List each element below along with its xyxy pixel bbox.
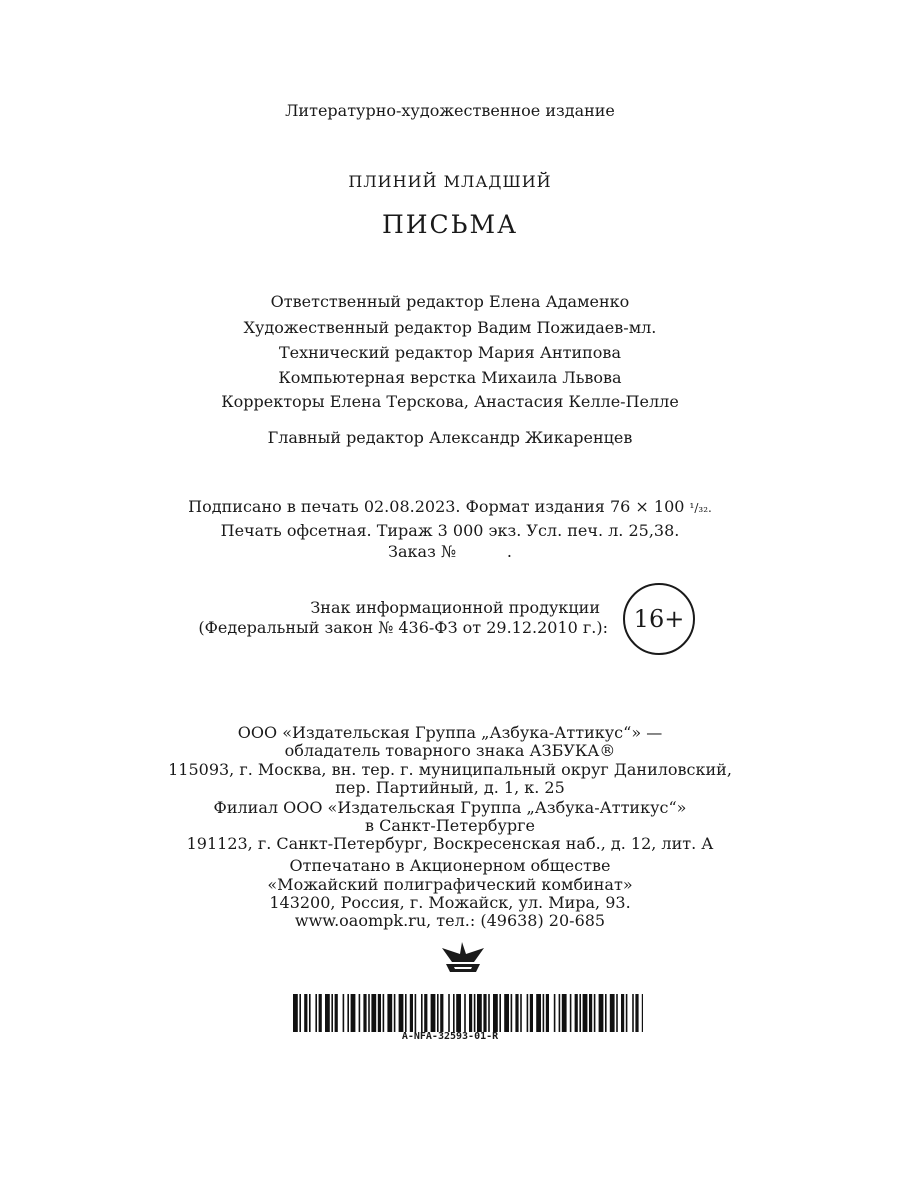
barcode-bar	[477, 994, 482, 1032]
edition-type: Литературно-художественное издание	[285, 101, 615, 120]
branch-line-2: в Санкт-Петербурге	[365, 816, 535, 835]
barcode-bar	[642, 994, 643, 1032]
barcode-bar	[383, 994, 385, 1032]
barcode-icon	[293, 994, 643, 1032]
barcode-bar	[483, 994, 486, 1032]
age-rating-value: 16+	[633, 605, 685, 633]
printer-line-1: Отпечатано в Акционерном обществе	[289, 856, 611, 875]
barcode-bar	[488, 994, 490, 1032]
barcode-bar	[304, 994, 307, 1032]
azbuka-logo-icon	[440, 940, 486, 976]
branch-line-3: 191123, г. Санкт-Петербург, Воскресенская наб., д. 12, лит. А	[186, 834, 714, 853]
barcode-bar	[464, 994, 466, 1032]
barcode-bar	[437, 994, 439, 1032]
barcode-bar	[315, 994, 317, 1032]
barcode-bar	[579, 994, 581, 1032]
publisher-line-1: ООО «Издательская Группа „Азбука-Аттикус“» —	[237, 723, 663, 742]
barcode-bar	[520, 994, 522, 1032]
barcode-bar	[610, 994, 615, 1032]
barcode-bar	[431, 994, 436, 1032]
age-rating-label-1: Знак информационной продукции	[310, 598, 600, 617]
barcode-bar	[319, 994, 322, 1032]
printer-line-3: 143200, Россия, г. Можайск, ул. Мира, 93.	[269, 893, 631, 912]
barcode-bar	[583, 994, 588, 1032]
barcode-bar	[562, 994, 567, 1032]
barcode-bar	[474, 994, 476, 1032]
barcode-bar	[594, 994, 596, 1032]
barcode-bar	[635, 994, 638, 1032]
barcode-bar	[293, 994, 298, 1032]
barcode-bar	[530, 994, 533, 1032]
barcode-bar	[299, 994, 301, 1032]
barcode-bar	[371, 994, 376, 1032]
barcode-bar	[387, 994, 392, 1032]
barcode-bar	[515, 994, 518, 1032]
book-author: ПЛИНИЙ МЛАДШИЙ	[348, 172, 552, 191]
barcode-bar	[504, 994, 509, 1032]
barcode-bar	[331, 994, 333, 1032]
printer-line-4: www.oaompk.ru, тел.: (49638) 20-685	[294, 911, 606, 930]
printer-line-2: «Можайский полиграфический комбинат»	[267, 875, 633, 894]
book-title: ПИСЬМА	[381, 210, 519, 239]
order-number-line: Заказ № .	[388, 542, 512, 561]
barcode-number: A-NFA-32593-01-R	[401, 1031, 499, 1042]
barcode-bar	[621, 994, 624, 1032]
barcode-bar	[453, 994, 455, 1032]
barcode-bar	[469, 994, 472, 1032]
credit-proofreaders: Корректоры Елена Терскова, Анастасия Келле-Пелле	[221, 392, 679, 411]
barcode-bar	[410, 994, 413, 1032]
barcode-bar	[456, 994, 461, 1032]
barcode-bar	[343, 994, 345, 1032]
publisher-line-3: 115093, г. Москва, вн. тер. г. муниципальный округ Даниловский,	[168, 760, 732, 779]
barcode-bar	[589, 994, 592, 1032]
barcode-bar	[325, 994, 330, 1032]
barcode-bar	[421, 994, 423, 1032]
barcode-bar	[616, 994, 618, 1032]
barcode-bar	[570, 994, 572, 1032]
barcode-bar	[399, 994, 404, 1032]
barcode-bar	[493, 994, 498, 1032]
barcode-bar	[351, 994, 356, 1032]
branch-line-1: Филиал ООО «Издательская Группа „Азбука-Аттикус“»	[213, 798, 687, 817]
barcode-bar	[363, 994, 366, 1032]
barcode-bar	[309, 994, 311, 1032]
credit-art-editor: Художественный редактор Вадим Пожидаев-мл.	[243, 318, 657, 337]
barcode-bar	[543, 994, 545, 1032]
barcode-bar	[394, 994, 396, 1032]
barcode-bar	[527, 994, 529, 1032]
printing-signed-text: Подписано в печать 02.08.2023. Формат издания 76 × 100	[188, 497, 690, 516]
barcode-bar	[347, 994, 349, 1032]
barcode-bar	[415, 994, 417, 1032]
barcode-bar	[575, 994, 578, 1032]
credit-layout: Компьютерная верстка Михаила Львова	[278, 368, 622, 387]
barcode-bar	[378, 994, 381, 1032]
printing-signed-line	[0, 497, 900, 516]
barcode-bar	[359, 994, 361, 1032]
age-rating-label-2: (Федеральный закон № 436-ФЗ от 29.12.2010 г.):	[198, 618, 608, 637]
publisher-line-2: обладатель товарного знака АЗБУКА®	[284, 741, 616, 760]
barcode-bar	[554, 994, 556, 1032]
barcode-bar	[511, 994, 513, 1032]
publisher-line-4: пер. Партийный, д. 1, к. 25	[335, 778, 565, 797]
credit-technical-editor: Технический редактор Мария Антипова	[279, 343, 621, 362]
barcode-bar	[536, 994, 541, 1032]
format-fraction: ¹/₃₂.	[689, 501, 712, 515]
barcode-bar	[559, 994, 561, 1032]
barcode-bar	[626, 994, 628, 1032]
barcode-bar	[405, 994, 407, 1032]
barcode-bar	[335, 994, 338, 1032]
barcode-bar	[605, 994, 607, 1032]
barcode-bar	[424, 994, 427, 1032]
printing-run-line: Печать офсетная. Тираж 3 000 экз. Усл. печ. л. 25,38.	[220, 521, 680, 540]
barcode-bar	[368, 994, 370, 1032]
barcode-bar	[546, 994, 549, 1032]
barcode-bar	[632, 994, 634, 1032]
barcode-bar	[440, 994, 443, 1032]
barcode-bar	[448, 994, 450, 1032]
barcode-bar	[499, 994, 501, 1032]
age-rating-badge	[623, 583, 695, 655]
barcode-bar	[599, 994, 604, 1032]
credit-chief-editor: Главный редактор Александр Жикаренцев	[267, 428, 633, 447]
credit-responsible-editor: Ответственный редактор Елена Адаменко	[270, 292, 630, 311]
